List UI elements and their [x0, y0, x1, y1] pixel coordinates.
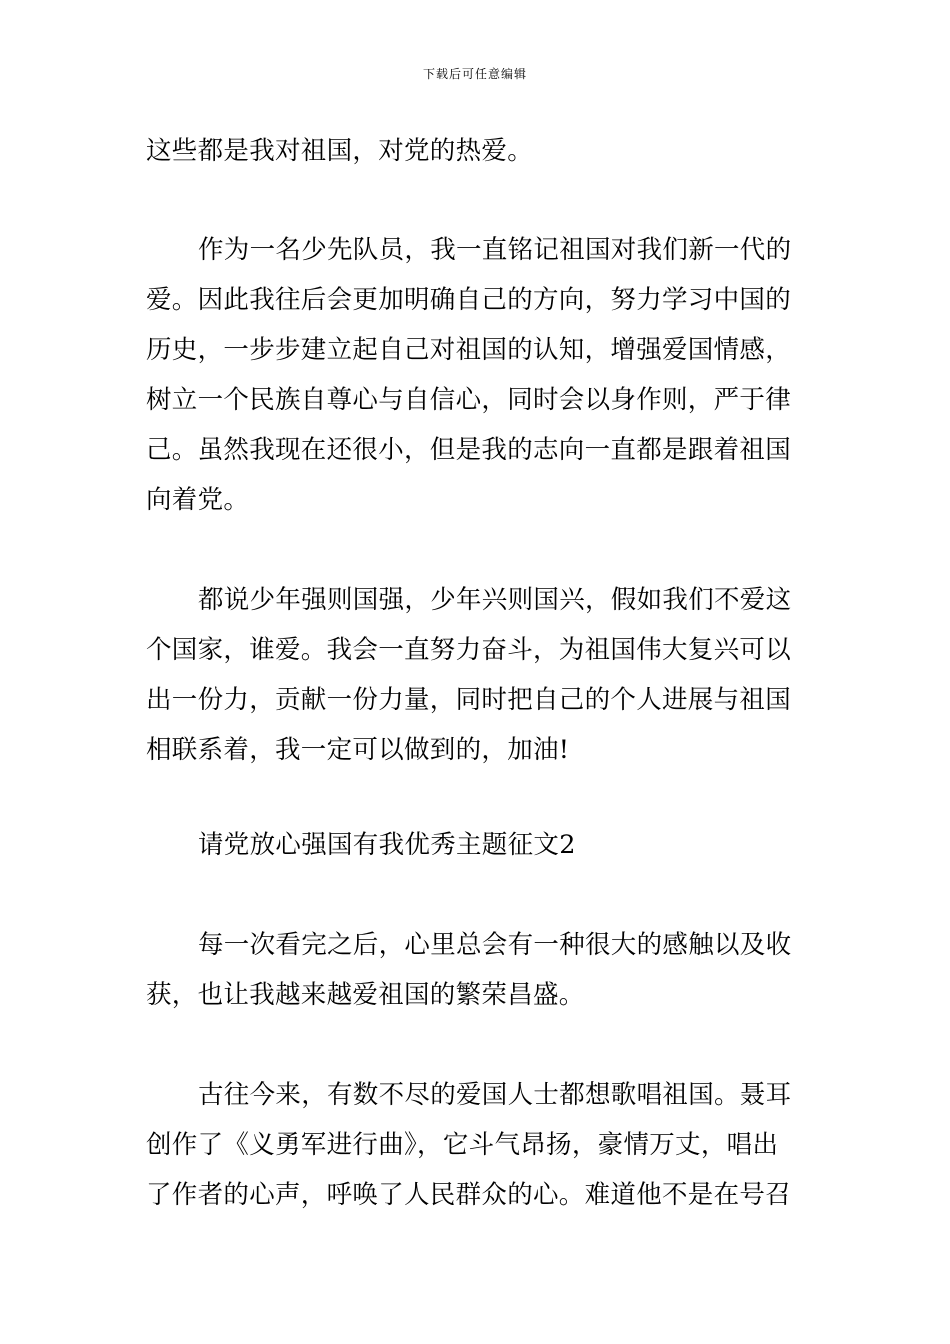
paragraph-line: 每一次看完之后，心里总会有一种很大的感触以及收: [198, 930, 792, 960]
page-header-note: 下载后可任意编辑: [422, 67, 527, 81]
paragraph-line: 相联系着，我一定可以做到的，加油!: [146, 735, 570, 765]
paragraph-line: 己。虽然我现在还很小，但是我的志向一直都是跟着祖国: [146, 435, 792, 465]
paragraph-line: 这些都是我对祖国，对党的热爱。: [146, 136, 534, 166]
paragraph-line: 历史，一步步建立起自己对祖国的认知，增强爱国情感，: [146, 335, 792, 365]
paragraph-line: 作为一名少先队员，我一直铭记祖国对我们新一代的: [198, 235, 792, 265]
paragraph-line: 都说少年强则国强，少年兴则国兴，假如我们不爱这: [198, 585, 792, 615]
paragraph-line: 出一份力，贡献一份力量，同时把自己的个人进展与祖国: [146, 685, 792, 715]
paragraph-line: 创作了《义勇军进行曲》，它斗气昂扬，豪情万丈，唱出: [146, 1130, 779, 1160]
section-title: 请党放心强国有我优秀主题征文2: [198, 830, 576, 860]
paragraph-line: 树立一个民族自尊心与自信心，同时会以身作则，严于律: [146, 385, 792, 415]
paragraph-line: 古往今来，有数不尽的爱国人士都想歌唱祖国。聂耳: [198, 1080, 792, 1110]
paragraph-line: 获，也让我越来越爱祖国的繁荣昌盛。: [146, 980, 585, 1010]
paragraph-line: 了作者的心声，呼唤了人民群众的心。难道他不是在号召: [146, 1180, 792, 1210]
paragraph-line: 个国家，谁爱。我会一直努力奋斗，为祖国伟大复兴可以: [146, 635, 792, 665]
paragraph-line: 向着党。: [146, 485, 250, 515]
paragraph-line: 爱。因此我往后会更加明确自己的方向，努力学习中国的: [146, 285, 792, 315]
